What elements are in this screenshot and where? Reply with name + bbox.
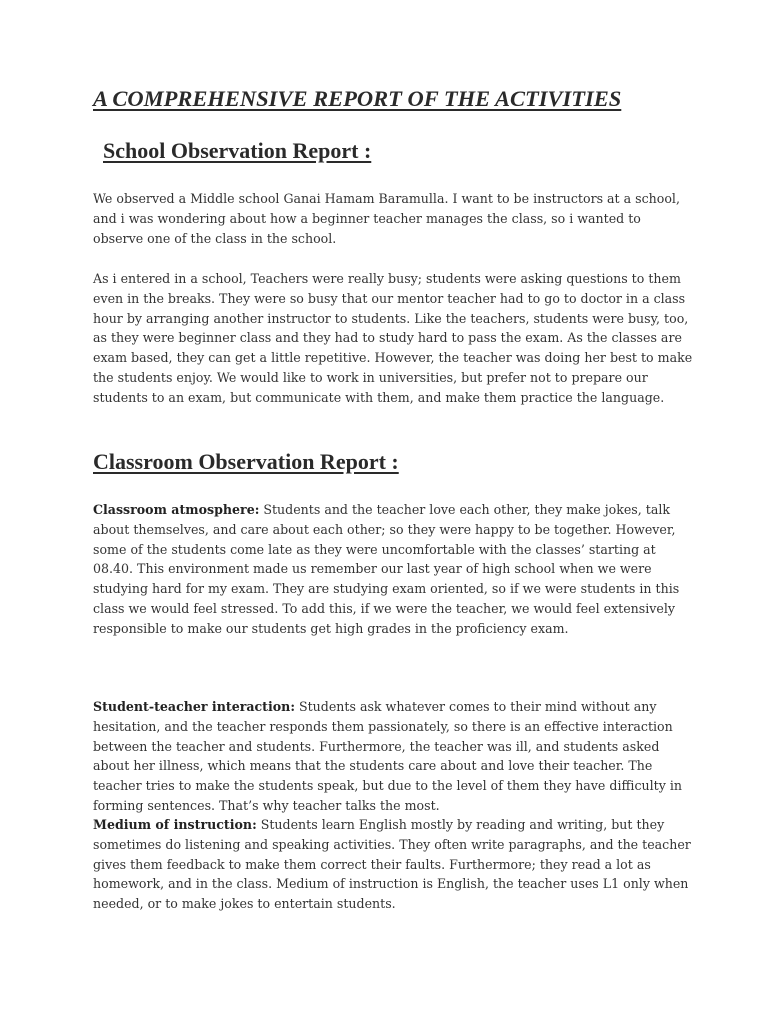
classroom-atmosphere-paragraph: [93, 500, 693, 639]
student-teacher-interaction-paragraph: [93, 697, 693, 816]
classroom-atmosphere-label: Classroom atmosphere:: [93, 502, 260, 517]
medium-of-instruction-paragraph: [93, 815, 693, 914]
report-title: A COMPREHENSIVE REPORT OF THE ACTIVITIES: [93, 86, 622, 111]
school-paragraph-1: We observed a Middle school Ganai Hamam Baramulla. I want to be instructors at a school, and i was wondering about how a beginner teacher manages the class, so i wanted to observe one of the class in the school.: [93, 191, 680, 246]
student-teacher-interaction-text: Students ask whatever comes to their mind without any hesitation, and the teacher responds them passionately, so there is an effective interaction between the teacher and students. Furthermore, the teacher was ill, and students asked about her illness, which means that the students care about and love their teacher. The teacher tries to make the students speak, but due to the level of them they have difficulty in forming sentences. That’s why teacher talks the most.: [93, 699, 682, 813]
classroom-atmosphere-text: Students and the teacher love each other, they make jokes, talk about themselves, and care about each other; so they were happy to be together. However, some of the students come late as they were uncomfortable with the classes’ starting at 08.40. This environment made us remember our last year of high school when we were studying hard for my exam. They are studying exam oriented, so if we were students in this class we would feel stressed. To add this, if we were the teacher, we would feel extensively responsible to make our students get high grades in the proficiency exam.: [93, 502, 680, 636]
school-observation-heading: School Observation Report :: [103, 138, 372, 163]
school-paragraph-2: As i entered in a school, Teachers were really busy; students were asking questions to them even in the breaks. They were so busy that our mentor teacher had to go to doctor in a class hour by arranging another instructor to students. Like the teachers, students were busy, too, as they were beginner class and they had to study hard to pass the exam. As the classes are exam based, they can get a little repetitive. However, the teacher was doing her best to make the students enjoy. We would like to work in universities, but prefer not to prepare our students to an exam, but communicate with them, and make them practice the language.: [93, 271, 693, 405]
student-teacher-interaction-label: Student-teacher interaction:: [93, 699, 295, 714]
medium-of-instruction-text: Students learn English mostly by reading and writing, but they sometimes do listening and speaking activities. They often write paragraphs, and the teacher gives them feedback to make them correct their faults. Furthermore; they read a lot as homework, and in the class. Medium of instruction is English, the teacher uses L1 only when needed, or to make jokes to entertain students.: [93, 817, 691, 912]
medium-of-instruction-label: Medium of instruction:: [93, 817, 257, 832]
classroom-observation-heading: Classroom Observation Report :: [93, 449, 399, 474]
